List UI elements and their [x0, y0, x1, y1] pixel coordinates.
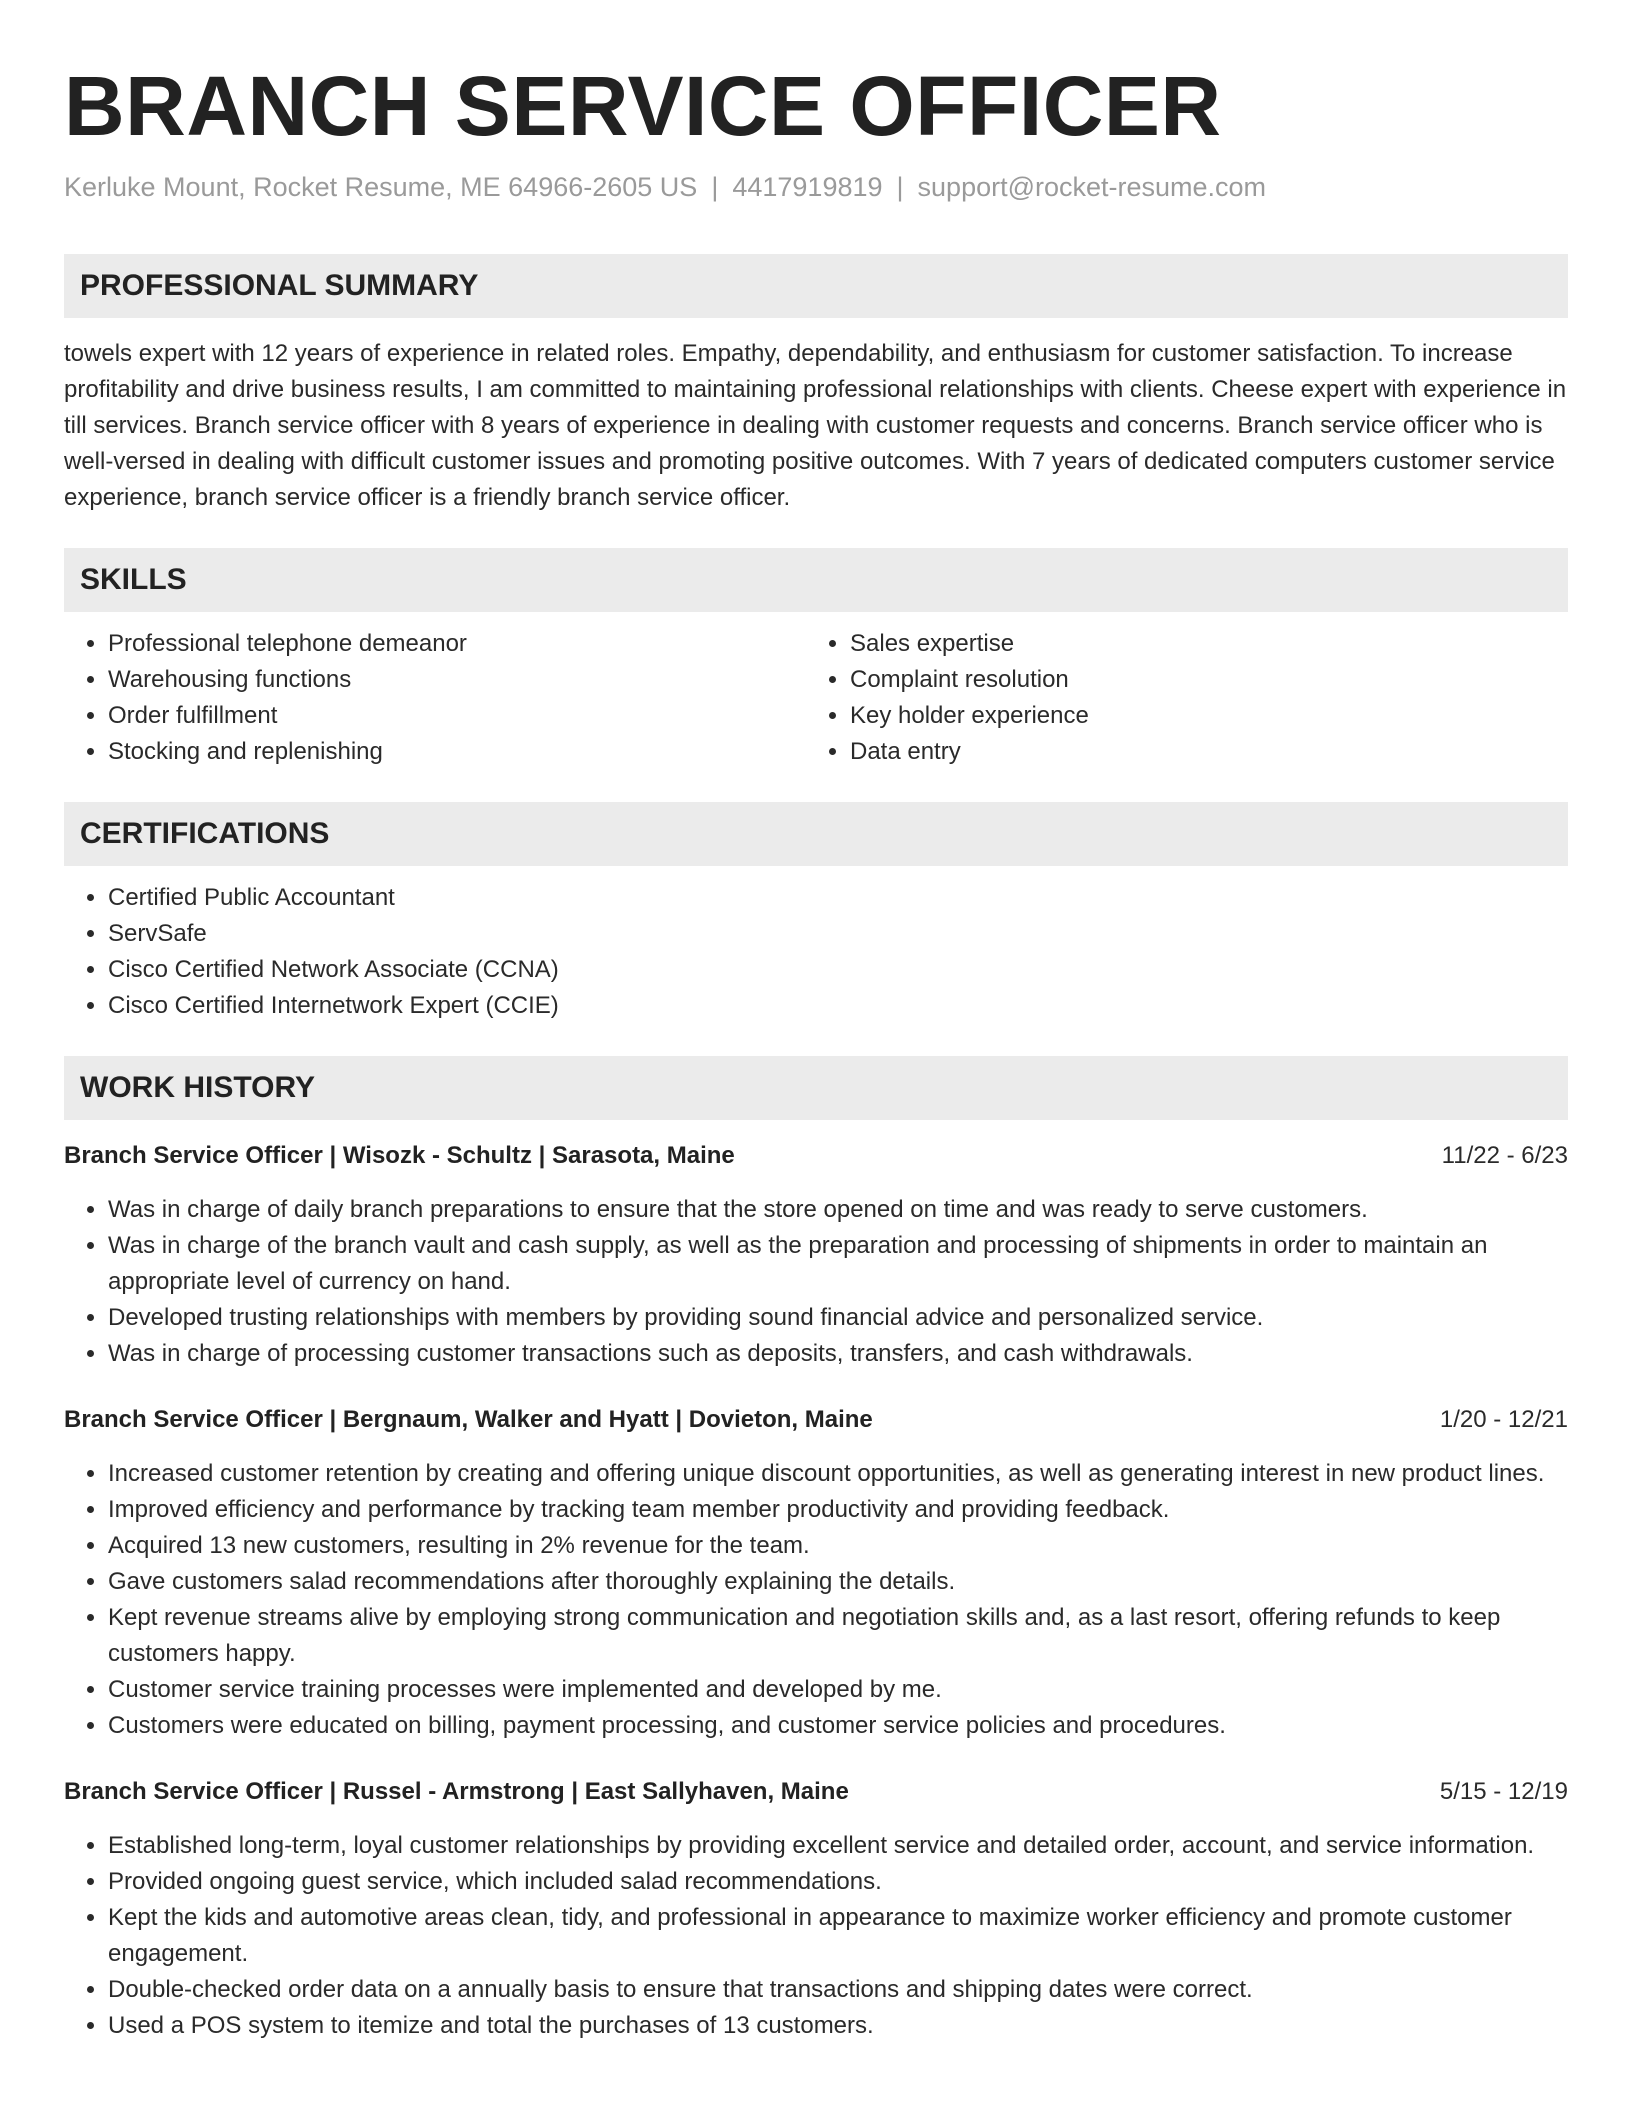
job-duty-item: • Developed trusting relationships with members by providing sound financial advice and personalized service. — [108, 1300, 1568, 1336]
contact-email: support@rocket-resume.com — [917, 172, 1267, 202]
skill-item: • Professional telephone demeanor — [108, 626, 806, 662]
job-duties-list — [64, 1828, 1568, 2044]
section-heading-skills: SKILLS — [64, 548, 1568, 612]
contact-phone: 4417919819 — [732, 172, 883, 202]
contact-separator: | — [711, 172, 719, 202]
skills-list-right — [806, 626, 1548, 770]
job-title: Branch Service Officer | Russel - Armstrong | East Sallyhaven, Maine — [64, 1778, 849, 1805]
section-heading-work-history: WORK HISTORY — [64, 1056, 1568, 1120]
job-title: Branch Service Officer | Bergnaum, Walker and Hyatt | Dovieton, Maine — [64, 1406, 873, 1433]
certifications-list — [64, 880, 1568, 1024]
certification-item: • Cisco Certified Internetwork Expert (CCIE) — [108, 988, 1568, 1024]
certification-item: • Cisco Certified Network Associate (CCNA) — [108, 952, 1568, 988]
contact-line — [64, 170, 1568, 204]
job-dates: 11/22 - 6/23 — [1441, 1142, 1568, 1169]
skill-item: • Order fulfillment — [108, 698, 806, 734]
skills-column-right — [806, 626, 1548, 770]
certification-item: • Certified Public Accountant — [108, 880, 1568, 916]
job-duty-item: • Kept the kids and automotive areas clean, tidy, and professional in appearance to maximize worker efficiency and promote customer engagement. — [108, 1900, 1568, 1972]
contact-address: Kerluke Mount, Rocket Resume, ME 64966-2605 US — [64, 172, 698, 202]
skill-item: • Key holder experience — [850, 698, 1548, 734]
job-duties-list — [64, 1192, 1568, 1372]
job-title: Branch Service Officer | Wisozk - Schultz | Sarasota, Maine — [64, 1142, 735, 1169]
contact-separator: | — [896, 172, 904, 202]
job-dates: 1/20 - 12/21 — [1439, 1406, 1568, 1433]
resume-page — [64, 56, 1568, 2044]
work-history-list — [64, 1138, 1568, 2044]
skills-list-left — [64, 626, 806, 770]
job-duties-list — [64, 1456, 1568, 1744]
skill-item: • Complaint resolution — [850, 662, 1548, 698]
job-duty-item: • Improved efficiency and performance by tracking team member productivity and providing feedback. — [108, 1492, 1568, 1528]
job-duty-item: • Double-checked order data on a annually basis to ensure that transactions and shipping dates were correct. — [108, 1972, 1568, 2008]
skills-grid — [64, 626, 1568, 770]
job-duty-item: • Was in charge of the branch vault and cash supply, as well as the preparation and processing of shipments in order to maintain an appropriate level of currency on hand. — [108, 1228, 1568, 1300]
job-header — [64, 1138, 1568, 1174]
skill-item: • Sales expertise — [850, 626, 1548, 662]
job-duty-item: • Acquired 13 new customers, resulting in 2% revenue for the team. — [108, 1528, 1568, 1564]
certification-item: • ServSafe — [108, 916, 1568, 952]
skill-item: • Stocking and replenishing — [108, 734, 806, 770]
job-duty-item: • Customers were educated on billing, payment processing, and customer service policies and procedures. — [108, 1708, 1568, 1744]
job-header — [64, 1774, 1568, 1810]
candidate-name: BRANCH SERVICE OFFICER — [64, 59, 1222, 153]
job-duty-item: • Gave customers salad recommendations after thoroughly explaining the details. — [108, 1564, 1568, 1600]
section-heading-summary: PROFESSIONAL SUMMARY — [64, 254, 1568, 318]
job-duty-item: • Was in charge of processing customer transactions such as deposits, transfers, and cash withdrawals. — [108, 1336, 1568, 1372]
job-duty-item: • Used a POS system to itemize and total the purchases of 13 customers. — [108, 2008, 1568, 2044]
job-duty-item: • Was in charge of daily branch preparations to ensure that the store opened on time and was ready to serve customers. — [108, 1192, 1568, 1228]
job-entry — [64, 1138, 1568, 1372]
job-entry — [64, 1402, 1568, 1744]
skill-item: • Warehousing functions — [108, 662, 806, 698]
job-duty-item: • Kept revenue streams alive by employing strong communication and negotiation skills and, as a last resort, offering refunds to keep customers happy. — [108, 1600, 1568, 1672]
job-duty-item: • Established long-term, loyal customer relationships by providing excellent service and detailed order, account, and service information. — [108, 1828, 1568, 1864]
job-header — [64, 1402, 1568, 1438]
job-entry — [64, 1774, 1568, 2044]
job-duty-item: • Increased customer retention by creating and offering unique discount opportunities, as well as generating interest in new product lines. — [108, 1456, 1568, 1492]
certifications-block — [64, 880, 1568, 1024]
job-duty-item: • Customer service training processes were implemented and developed by me. — [108, 1672, 1568, 1708]
section-heading-certifications: CERTIFICATIONS — [64, 802, 1568, 866]
job-duty-item: • Provided ongoing guest service, which included salad recommendations. — [108, 1864, 1568, 1900]
skills-column-left — [64, 626, 806, 770]
job-dates: 5/15 - 12/19 — [1439, 1778, 1568, 1805]
summary-text: towels expert with 12 years of experience in related roles. Empathy, dependability, and enthusiasm for customer satisfaction. To increase profitability and drive business results, I am committed to maintaining professional relationships with clients. Cheese expert with experience in till services. Branch service officer with 8 years of experience in dealing with customer requests and concerns. Branch service officer who is well-versed in dealing with difficult customer issues and promoting positive outcomes. With 7 years of dedicated computers customer service experience, branch service officer is a friendly branch service officer. — [64, 340, 1567, 511]
skill-item: • Data entry — [850, 734, 1548, 770]
